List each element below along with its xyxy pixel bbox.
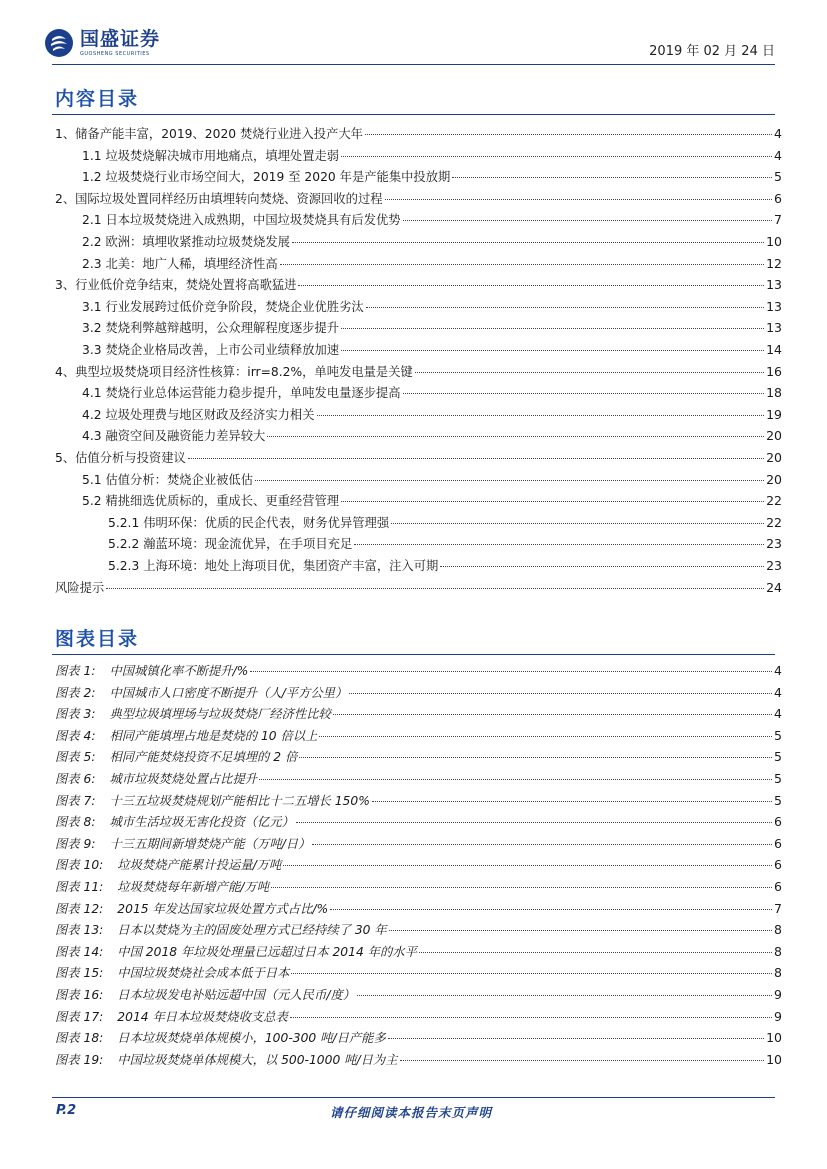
figure-entry-number: 图表 19: bbox=[55, 1052, 104, 1067]
logo-subtitle: GUOSHENG SECURITIES bbox=[80, 50, 150, 57]
figure-entry-number: 图表 7: bbox=[55, 793, 96, 808]
contents-entry[interactable] bbox=[82, 340, 782, 358]
figure-entry[interactable] bbox=[55, 791, 782, 809]
contents-entry-label: 4、典型垃圾焚烧项目经济性核算：irr=8.2%，单吨发电量是关键 bbox=[55, 364, 413, 379]
figure-entry-number: 图表 10: bbox=[55, 858, 104, 873]
dot-leader bbox=[106, 588, 764, 589]
figure-entry-number: 图表 16: bbox=[55, 988, 104, 1002]
figure-entry-page: 6 bbox=[774, 835, 782, 851]
contents-entry-label: 3.2 焚烧利弊越辩越明，公众理解程度逐步提升 bbox=[82, 321, 340, 336]
figure-entry-number: 图表 4: bbox=[55, 728, 96, 743]
contents-entry-label: 3.1 行业发展跨过低价竞争阶段，焚烧企业优胜劣汰 bbox=[82, 299, 364, 314]
dot-leader bbox=[341, 156, 772, 157]
figure-entry-label: 中国垃圾焚烧社会成本低于日本 bbox=[117, 966, 290, 981]
dot-leader bbox=[403, 393, 765, 394]
figure-entry[interactable] bbox=[55, 985, 782, 1003]
figure-entry-label: 2015 年发达国家垃圾处置方式占比/% bbox=[117, 901, 329, 916]
figure-entry-number: 图表 14: bbox=[55, 944, 104, 959]
contents-entry-page: 4 bbox=[774, 126, 782, 141]
figure-entry-page: 8 bbox=[774, 965, 782, 981]
figure-entry-page: 5 bbox=[774, 792, 782, 808]
figures-title: 图表目录 bbox=[55, 628, 140, 650]
dot-leader bbox=[341, 501, 764, 502]
figure-entry-page: 10 bbox=[766, 1030, 782, 1046]
dot-leader bbox=[391, 523, 764, 524]
contents-entry-page: 23 bbox=[766, 558, 782, 573]
contents-entry[interactable] bbox=[82, 318, 782, 336]
figure-entry-number: 图表 9: bbox=[55, 836, 96, 851]
contents-entry[interactable] bbox=[108, 534, 782, 552]
figure-entry-label: 垃圾焚烧产能累计投运量/万吨 bbox=[117, 858, 282, 873]
contents-entry-label: 2.3 北美：地广人稀，填埋经济性高 bbox=[82, 256, 278, 271]
contents-entry-page: 20 bbox=[766, 450, 782, 465]
dot-leader bbox=[341, 328, 764, 329]
figure-entry-label: 中国城镇化率不断提升/% bbox=[109, 664, 249, 678]
figure-entry-page: 5 bbox=[774, 749, 782, 765]
contents-entry-label: 1.1 垃圾焚烧解决城市用地痛点，填埋处置走弱 bbox=[82, 148, 340, 163]
contents-entry-page: 7 bbox=[774, 212, 782, 228]
dot-leader bbox=[188, 458, 764, 459]
contents-entry[interactable] bbox=[108, 556, 782, 574]
figure-entry-number: 图表 5: bbox=[55, 750, 96, 765]
figure-entry-number: 图表 6: bbox=[55, 772, 96, 786]
dot-leader bbox=[291, 973, 772, 974]
contents-entry-page: 19 bbox=[766, 406, 782, 422]
dot-leader bbox=[388, 1038, 764, 1039]
dot-leader bbox=[317, 415, 765, 416]
figure-entry-page: 9 bbox=[774, 1008, 782, 1024]
dot-leader bbox=[255, 480, 764, 481]
contents-entry-page: 14 bbox=[766, 342, 782, 357]
contents-entry[interactable] bbox=[108, 513, 782, 531]
dot-leader bbox=[250, 671, 772, 672]
contents-entry-page: 13 bbox=[766, 320, 782, 336]
dot-leader bbox=[290, 1017, 772, 1018]
figure-entry-label: 城市垃圾焚烧处置占比提升 bbox=[109, 772, 258, 786]
figure-entry[interactable] bbox=[55, 855, 782, 873]
figure-entry-page: 6 bbox=[774, 857, 782, 873]
figure-entry-label: 垃圾焚烧每年新增产能/万吨 bbox=[117, 880, 270, 894]
dot-leader bbox=[292, 242, 764, 243]
dot-leader bbox=[259, 779, 772, 780]
dot-leader bbox=[312, 844, 772, 845]
figure-entry-page: 4 bbox=[774, 706, 782, 722]
figure-entry-number: 图表 12: bbox=[55, 901, 104, 916]
dot-leader bbox=[341, 350, 764, 351]
figure-entry[interactable] bbox=[55, 1028, 782, 1046]
figure-entry-number: 图表 18: bbox=[55, 1031, 104, 1046]
figure-entry[interactable] bbox=[55, 683, 782, 701]
contents-entry-label: 1、储备产能丰富，2019、2020 焚烧行业进入投产大年 bbox=[55, 127, 363, 141]
contents-entry[interactable] bbox=[82, 297, 782, 315]
dot-leader bbox=[440, 566, 764, 567]
figure-entry[interactable] bbox=[55, 747, 782, 765]
header-divider bbox=[52, 64, 775, 65]
dot-leader bbox=[365, 134, 772, 135]
figure-entry[interactable] bbox=[55, 812, 782, 830]
contents-entry[interactable] bbox=[82, 232, 782, 250]
contents-entry-page: 13 bbox=[766, 298, 782, 314]
report-date: 2019 年 02 月 24 日 bbox=[649, 44, 775, 59]
figure-entry-page: 5 bbox=[774, 771, 782, 786]
figures-divider bbox=[52, 654, 775, 655]
dot-leader bbox=[283, 865, 772, 866]
contents-entry-label: 5.2.3 上海环境：地处上海项目优，集团资产丰富，注入可期 bbox=[108, 559, 439, 573]
contents-entry-page: 24 bbox=[766, 579, 782, 595]
figure-entry[interactable] bbox=[55, 942, 782, 960]
figure-entry-number: 图表 8: bbox=[55, 815, 96, 830]
figure-entry-page: 8 bbox=[774, 943, 782, 959]
figure-entry-number: 图表 15: bbox=[55, 966, 104, 981]
contents-entry-label: 4.1 焚烧行业总体运营能力稳步提升，单吨发电量逐步提高 bbox=[82, 386, 401, 401]
figure-entry-number: 图表 1: bbox=[55, 664, 96, 678]
dot-leader bbox=[354, 544, 764, 545]
figure-entry[interactable] bbox=[55, 661, 782, 679]
dot-leader bbox=[333, 714, 772, 715]
company-logo bbox=[44, 28, 160, 58]
figure-entry[interactable] bbox=[55, 877, 782, 895]
contents-entry-label: 2、国际垃圾处置同样经历由填埋转向焚烧、资源回收的过程 bbox=[55, 191, 383, 206]
figure-entry-page: 4 bbox=[774, 684, 782, 700]
dot-leader bbox=[385, 199, 773, 200]
figure-entry-label: 中国 2018 年垃圾处理量已远超过日本 2014 年的水平 bbox=[117, 944, 417, 959]
figure-entry[interactable] bbox=[55, 963, 782, 981]
contents-entry-page: 16 bbox=[766, 363, 782, 379]
figure-entry-label: 中国垃圾焚烧单体规模大，以 500-1000 吨/日为主 bbox=[117, 1052, 398, 1067]
dot-leader bbox=[349, 693, 772, 694]
contents-entry[interactable] bbox=[82, 210, 782, 228]
contents-entry-page: 18 bbox=[766, 385, 782, 401]
contents-entry-label: 1.2 垃圾焚烧行业市场空间大，2019 至 2020 年是产能集中投放期 bbox=[82, 170, 451, 185]
figure-entry-number: 图表 2: bbox=[55, 685, 96, 700]
figure-entry-label: 典型垃圾填埋场与垃圾焚烧厂经济性比较 bbox=[109, 707, 331, 722]
contents-entry[interactable] bbox=[82, 470, 782, 488]
figure-entry-label: 日本垃圾发电补贴远超中国（元人民币/度） bbox=[117, 988, 356, 1002]
dot-leader bbox=[357, 995, 772, 996]
dot-leader bbox=[330, 909, 772, 910]
figure-entry-page: 7 bbox=[774, 900, 782, 916]
contents-entry[interactable] bbox=[82, 426, 782, 444]
figure-entry-page: 9 bbox=[774, 987, 782, 1002]
figure-entry-page: 10 bbox=[766, 1051, 782, 1067]
contents-entry-label: 3.3 焚烧企业格局改善，上市公司业绩释放加速 bbox=[82, 343, 340, 357]
figure-entry-number: 图表 11: bbox=[55, 880, 104, 894]
dot-leader bbox=[372, 801, 772, 802]
figure-entry[interactable] bbox=[55, 769, 782, 787]
contents-entry-page: 22 bbox=[766, 514, 782, 530]
contents-entry[interactable] bbox=[55, 362, 782, 380]
dot-leader bbox=[403, 220, 772, 221]
contents-entry[interactable] bbox=[55, 578, 782, 596]
contents-entry-label: 2.1 日本垃圾焚烧进入成熟期，中国垃圾焚烧具有后发优势 bbox=[82, 213, 401, 228]
contents-entry-page: 22 bbox=[766, 493, 782, 509]
figure-entry[interactable] bbox=[55, 1050, 782, 1068]
figure-entry-page: 5 bbox=[774, 727, 782, 743]
contents-entry-label: 4.2 垃圾处理费与地区财政及经济实力相关 bbox=[82, 407, 315, 422]
figure-entry-number: 图表 13: bbox=[55, 923, 104, 938]
contents-entry-page: 5 bbox=[774, 169, 782, 185]
contents-entry[interactable] bbox=[82, 383, 782, 401]
logo-mark-icon bbox=[44, 28, 74, 58]
figure-entry-label: 中国城市人口密度不断提升（人/平方公里） bbox=[109, 685, 348, 700]
dot-leader bbox=[419, 952, 772, 953]
contents-entry-label: 5、估值分析与投资建议 bbox=[55, 451, 186, 465]
logo-name: 国盛证券 bbox=[80, 27, 161, 50]
figure-entry-page: 8 bbox=[774, 922, 782, 938]
figure-entry-label: 相同产能填埋占地是焚烧的 10 倍以上 bbox=[109, 728, 318, 743]
dot-leader bbox=[389, 930, 772, 931]
contents-entry[interactable] bbox=[82, 167, 782, 185]
footer-divider bbox=[52, 1097, 775, 1098]
contents-entry-page: 20 bbox=[766, 471, 782, 487]
contents-entry[interactable] bbox=[82, 405, 782, 423]
figure-entry-label: 2014 年日本垃圾焚烧收支总表 bbox=[117, 1009, 288, 1024]
contents-entry-page: 13 bbox=[766, 277, 782, 293]
contents-entry-label: 风险提示 bbox=[55, 580, 105, 595]
contents-entry[interactable] bbox=[55, 275, 782, 293]
contents-entry[interactable] bbox=[82, 254, 782, 272]
contents-entry-label: 4.3 融资空间及融资能力差异较大 bbox=[82, 429, 266, 444]
dot-leader bbox=[452, 177, 772, 178]
figure-entry[interactable] bbox=[55, 1007, 782, 1025]
contents-entry[interactable] bbox=[82, 491, 782, 509]
contents-entry-label: 5.1 估值分析：焚烧企业被低估 bbox=[82, 472, 254, 487]
contents-entry[interactable] bbox=[55, 124, 782, 142]
contents-entry-page: 20 bbox=[766, 428, 782, 444]
dot-leader bbox=[400, 1060, 765, 1061]
contents-entry[interactable] bbox=[82, 146, 782, 164]
contents-entry-page: 23 bbox=[766, 536, 782, 552]
dot-leader bbox=[366, 307, 764, 308]
dot-leader bbox=[280, 264, 764, 265]
contents-entry-page: 6 bbox=[774, 190, 782, 206]
figure-entry[interactable] bbox=[55, 920, 782, 938]
contents-entry[interactable] bbox=[55, 448, 782, 466]
dot-leader bbox=[267, 436, 764, 437]
contents-entry-label: 3、行业低价竞争结束，焚烧处置将高歌猛进 bbox=[55, 278, 297, 293]
figure-entry[interactable] bbox=[55, 834, 782, 852]
figure-entry-label: 城市生活垃圾无害化投资（亿元） bbox=[109, 815, 294, 830]
contents-entry-label: 5.2 精挑细选优质标的，重成长、更重经营管理 bbox=[82, 494, 340, 509]
contents-entry-label: 2.2 欧洲：填埋收紧推动垃圾焚烧发展 bbox=[82, 235, 290, 249]
figure-entry-label: 十三五期间新增焚烧产能（万吨/日） bbox=[109, 836, 311, 851]
contents-entry-page: 12 bbox=[766, 255, 782, 271]
disclaimer-note: 请仔细阅读本报告末页声明 bbox=[330, 1105, 493, 1120]
contents-title: 内容目录 bbox=[55, 88, 140, 110]
figure-entry-label: 十三五垃圾焚烧规划产能相比十二五增长 150% bbox=[109, 793, 370, 808]
dot-leader bbox=[415, 372, 764, 373]
figure-entry[interactable] bbox=[55, 899, 782, 917]
contents-entry-page: 10 bbox=[766, 234, 782, 249]
figure-entry-label: 相同产能焚烧投资不足填埋的 2 倍 bbox=[109, 750, 298, 765]
figure-entry-page: 4 bbox=[774, 663, 782, 678]
dot-leader bbox=[319, 736, 772, 737]
figure-entry-number: 图表 17: bbox=[55, 1009, 104, 1024]
dot-leader bbox=[299, 757, 772, 758]
figure-entry[interactable] bbox=[55, 726, 782, 744]
contents-divider bbox=[52, 114, 775, 115]
figure-entry[interactable] bbox=[55, 704, 782, 722]
dot-leader bbox=[298, 285, 764, 286]
contents-entry-page: 4 bbox=[774, 147, 782, 163]
dot-leader bbox=[271, 887, 772, 888]
page-number: P.2 bbox=[56, 1103, 77, 1118]
figure-entry-number: 图表 3: bbox=[55, 707, 96, 722]
figure-entry-label: 日本以焚烧为主的固废处理方式已经持续了 30 年 bbox=[117, 923, 387, 938]
dot-leader bbox=[296, 822, 772, 823]
figure-entry-label: 日本垃圾焚烧单体规模小，100-300 吨/日产能多 bbox=[117, 1031, 386, 1046]
contents-entry[interactable] bbox=[55, 189, 782, 207]
figure-entry-page: 6 bbox=[774, 879, 782, 894]
figure-entry-page: 6 bbox=[774, 814, 782, 830]
contents-entry-label: 5.2.1 伟明环保：优质的民企代表，财务优异管理强 bbox=[108, 515, 390, 530]
contents-entry-label: 5.2.2 瀚蓝环境：现金流优异，在手项目充足 bbox=[108, 537, 353, 552]
